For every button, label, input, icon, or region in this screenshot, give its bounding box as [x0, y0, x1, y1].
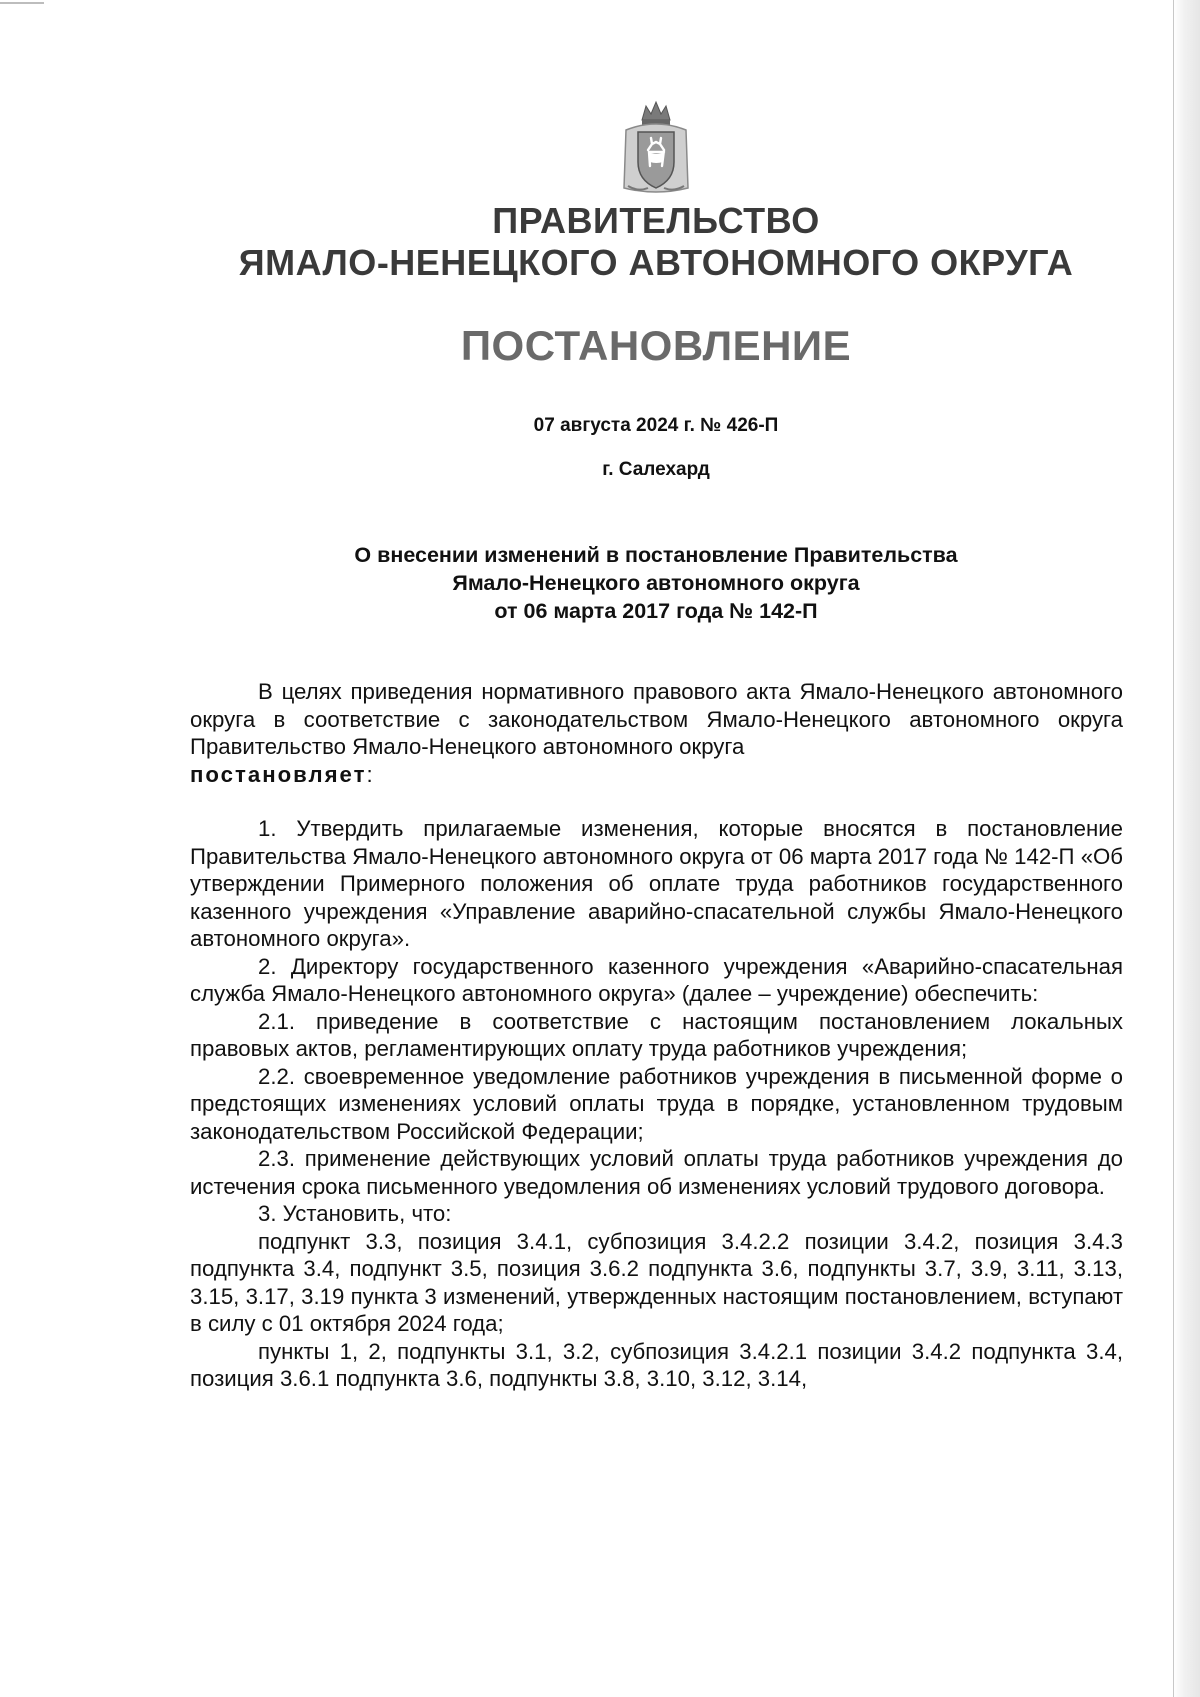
- clause-2-1: 2.1. приведение в соответствие с настоящим постановлением локальных правовых актов, регламентирующих оплату труда работников учреждения;: [190, 1008, 1123, 1061]
- document-city: г. Салехард: [602, 459, 710, 480]
- document-date-number: 07 августа 2024 г. № 426-П: [533, 415, 779, 436]
- document-subject: [0, 541, 1200, 625]
- clause-2-3: 2.3. применение действующих условий оплаты труда работников учреждения до истечения срока письменного уведомления об изменениях условий трудового договора.: [190, 1146, 1123, 1199]
- clause-2: 2. Директору государственного казенного учреждения «Аварийно-спасательная служба Ямало-Ненецкого автономного округа» (далее – учреждение) обеспечить:: [190, 953, 1123, 1006]
- clause-1: 1. Утвердить прилагаемые изменения, которые вносятся в постановление Правительства Ямало-Ненецкого автономного округа от 06 марта 2017 года № 142-П «Об утверждении Примерного положения об оплате труда работников государственного казенного учреждения «Управление аварийно-спасательной службы Ямало-Ненецкого автономного округа».: [190, 816, 1123, 951]
- subject-line: от 06 марта 2017 года № 142-П: [494, 599, 818, 623]
- clause-3-item-a: подпункт 3.3, позиция 3.4.1, субпозиция 3.4.2.2 позиции 3.4.2, позиция 3.4.3 подпункта 3.4, подпункт 3.5, позиция 3.6.2 подпункта 3.6, подпункты 3.7, 3.9, 3.11, 3.13, 3.15, 3.17, 3.19 пункта 3 изменений, утвержденных настоящим постановлением, вступают в силу с 01 октября 2024 года;: [190, 1228, 1123, 1336]
- scan-page-edge: [1173, 0, 1200, 1697]
- government-title-line1: ПРАВИТЕЛЬСТВО: [492, 200, 820, 241]
- scan-corner-mark: [0, 2, 44, 4]
- coat-of-arms-icon: [618, 100, 694, 196]
- decree-keyword-colon: :: [366, 761, 373, 787]
- clause-3: 3. Установить, что:: [258, 1201, 452, 1226]
- clause-2-2: 2.2. своевременное уведомление работников учреждения в письменной форме о предстоящих изменениях условий оплаты труда в порядке, установленном трудовым законодательством Российской Федерации;: [190, 1063, 1123, 1144]
- clause-3-item-b: пункты 1, 2, подпункты 3.1, 3.2, субпозиция 3.4.2.1 позиции 3.4.2 подпункта 3.4, позиция 3.6.1 подпункта 3.6, подпункты 3.8, 3.10, 3.12, 3.14,: [190, 1338, 1123, 1391]
- subject-line: Ямало-Ненецкого автономного округа: [452, 571, 860, 595]
- preamble-text: В целях приведения нормативного правового акта Ямало-Ненецкого автономного округа в соответствие с законодательством Ямало-Ненецкого автономного округа Правительство Ямало-Ненецкого автономного округа: [190, 679, 1123, 759]
- document-body: [190, 678, 1123, 1393]
- decree-keyword: постановляет: [190, 761, 367, 787]
- preamble-paragraph: [190, 678, 1123, 788]
- subject-line: О внесении изменений в постановление Правительства: [354, 543, 958, 567]
- document-type-title: ПОСТАНОВЛЕНИЕ: [460, 322, 852, 369]
- government-title-line2: ЯМАЛО-НЕНЕЦКОГО АВТОНОМНОГО ОКРУГА: [238, 242, 1074, 283]
